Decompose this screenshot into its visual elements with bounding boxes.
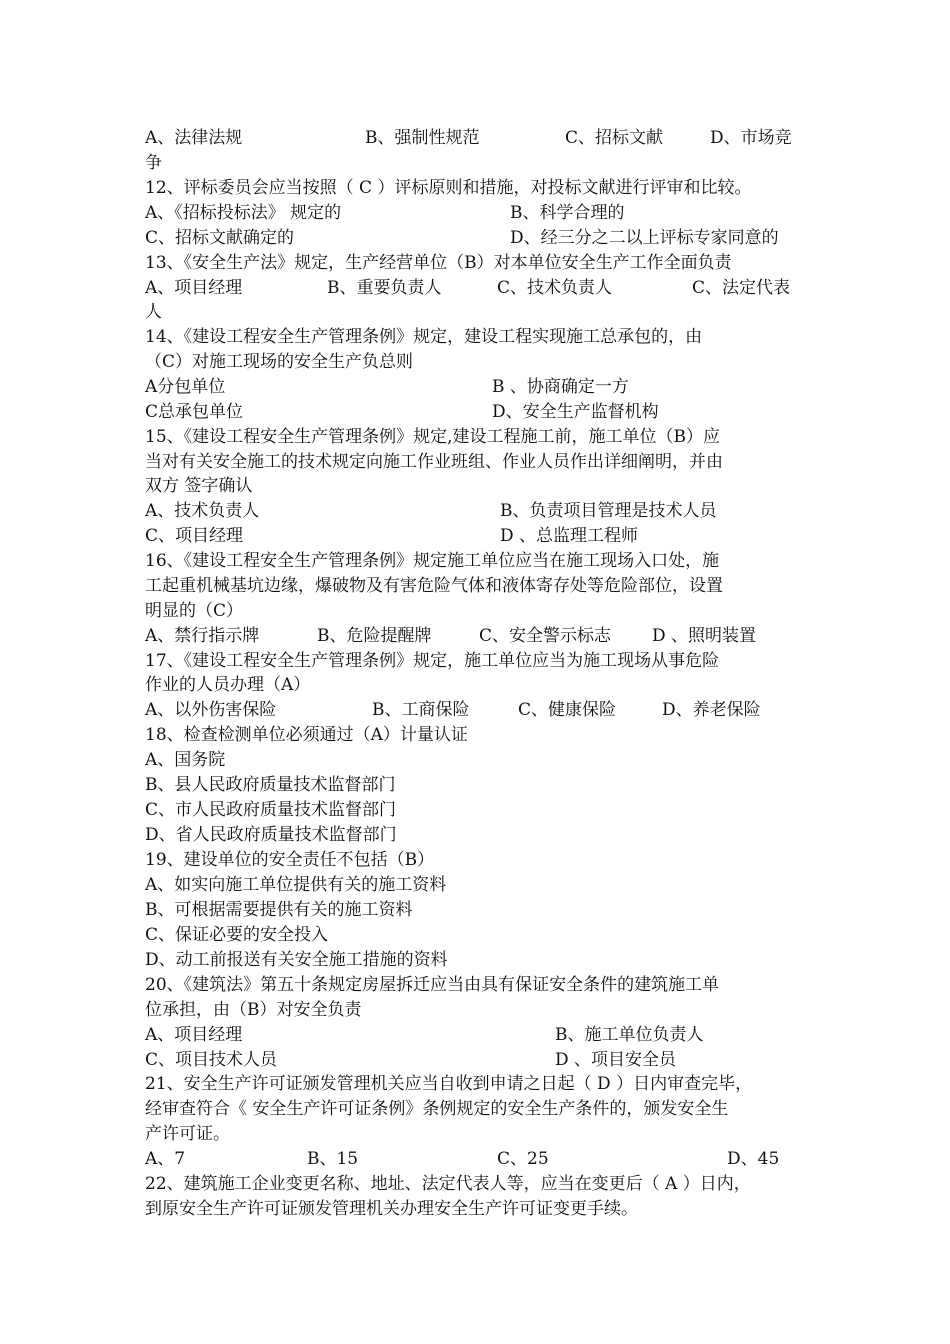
option-text: B 、协商确定一方 (492, 377, 629, 397)
line-text: 到原安全生产许可证颁发管理机关办理安全生产许可证变更手续。 (145, 1199, 638, 1219)
option-text: D、经三分之二以上评标专家同意的 (510, 228, 779, 248)
option-text: B、强制性规范 (365, 128, 480, 148)
line-text: 17、《建设工程安全生产管理条例》规定，施工单位应当为施工现场从事危险 (145, 651, 720, 671)
option-text: C、健康保险 (518, 700, 617, 720)
option-text: B、危险提醒牌 (317, 626, 432, 646)
option-text: C、25 (497, 1149, 549, 1169)
option-text: B、施工单位负责人 (555, 1025, 704, 1045)
line-text: A、如实向施工单位提供有关的施工资料 (145, 875, 447, 895)
option-text: C总承包单位 (145, 402, 244, 422)
option-text: A、7 (145, 1149, 186, 1169)
option-text: C、招标文献确定的 (145, 228, 295, 248)
line-text: B、县人民政府质量技术监督部门 (145, 775, 396, 795)
option-text: D、45 (727, 1149, 780, 1169)
option-text: C、项目技术人员 (145, 1050, 278, 1070)
option-text: A、项目经理 (145, 278, 243, 298)
line-text: B、可根据需要提供有关的施工资料 (145, 900, 413, 920)
option-text: A分包单位 (145, 377, 226, 397)
line-text: 13、《安全生产法》规定，生产经营单位（B）对本单位安全生产工作全面负责 (145, 253, 732, 273)
option-text: C、安全警示标志 (479, 626, 612, 646)
option-text: D 、总监理工程师 (500, 526, 639, 546)
option-text: D、养老保险 (662, 700, 761, 720)
line-text: 工起重机械基坑边缘，爆破物及有害危险气体和液体寄存处等危险部位，设置 (145, 576, 723, 596)
line-text: 产许可证。 (145, 1124, 230, 1144)
line-text: C、市人民政府质量技术监督部门 (145, 800, 397, 820)
option-text: A、《招标投标法》 规定的 (145, 203, 342, 223)
option-text: B、工商保险 (372, 700, 470, 720)
line-text: 作业的人员办理（A） (145, 675, 311, 695)
line-text: 22、建筑施工企业变更名称、地址、法定代表人等，应当在变更后（ A ）日内， (145, 1174, 751, 1194)
line-text: D、省人民政府质量技术监督部门 (145, 825, 397, 845)
option-text: A、法律法规 (145, 128, 243, 148)
option-text: A、项目经理 (145, 1025, 243, 1045)
option-text: D 、项目安全员 (555, 1050, 677, 1070)
option-text: C、项目经理 (145, 526, 244, 546)
line-text: 15、《建设工程安全生产管理条例》规定,建设工程施工前，施工单位（B）应 (145, 427, 721, 447)
line-text: 人 (145, 302, 162, 322)
option-text: A、以外伤害保险 (145, 700, 277, 720)
line-text: 争 (145, 153, 162, 173)
line-text: （C）对施工现场的安全生产负总则 (145, 352, 414, 372)
option-text: B、15 (307, 1149, 359, 1169)
option-text: B、科学合理的 (510, 203, 625, 223)
line-text: A、国务院 (145, 750, 226, 770)
option-text: C、招标文献 (565, 128, 664, 148)
option-text: D 、照明装置 (652, 626, 757, 646)
line-text: 18、检查检测单位必须通过（A）计量认证 (145, 725, 468, 745)
line-text: 20、《建筑法》第五十条规定房屋拆迁应当由具有保证安全条件的建筑施工单 (145, 975, 720, 995)
option-text: B、负责项目管理是技术人员 (500, 501, 717, 521)
option-text: D、市场竞 (710, 128, 792, 148)
line-text: C、保证必要的安全投入 (145, 925, 329, 945)
line-text: 双方 签字确认 (145, 476, 253, 496)
option-text: D、安全生产监督机构 (492, 402, 659, 422)
option-text: B、重要负责人 (327, 278, 442, 298)
line-text: 12、评标委员会应当按照（ C ）评标原则和措施，对投标文献进行评审和比较。 (145, 178, 752, 198)
line-text: 位承担，由（B）对安全负责 (145, 1000, 362, 1020)
line-text: 16、《建设工程安全生产管理条例》规定施工单位应当在施工现场入口处，施 (145, 551, 720, 571)
line-text: D、动工前报送有关安全施工措施的资料 (145, 950, 448, 970)
option-text: C、技术负责人 (497, 278, 613, 298)
option-text: A、技术负责人 (145, 501, 260, 521)
line-text: 19、建设单位的安全责任不包括（B） (145, 850, 435, 870)
line-text: 明显的（C） (145, 601, 244, 621)
option-text: A、禁行指示牌 (145, 626, 260, 646)
line-text: 经审查符合《 安全生产许可证条例》条例规定的安全生产条件的，颁发安全生 (145, 1099, 729, 1119)
line-text: 当对有关安全施工的技术规定向施工作业班组、作业人员作出详细阐明，并由 (145, 452, 723, 472)
line-text: 21、安全生产许可证颁发管理机关应当自收到申请之日起（ D ）日内审查完毕， (145, 1074, 753, 1094)
line-text: 14、《建设工程安全生产管理条例》规定，建设工程实现施工总承包的，由 (145, 327, 703, 347)
option-text: C、法定代表 (692, 278, 791, 298)
